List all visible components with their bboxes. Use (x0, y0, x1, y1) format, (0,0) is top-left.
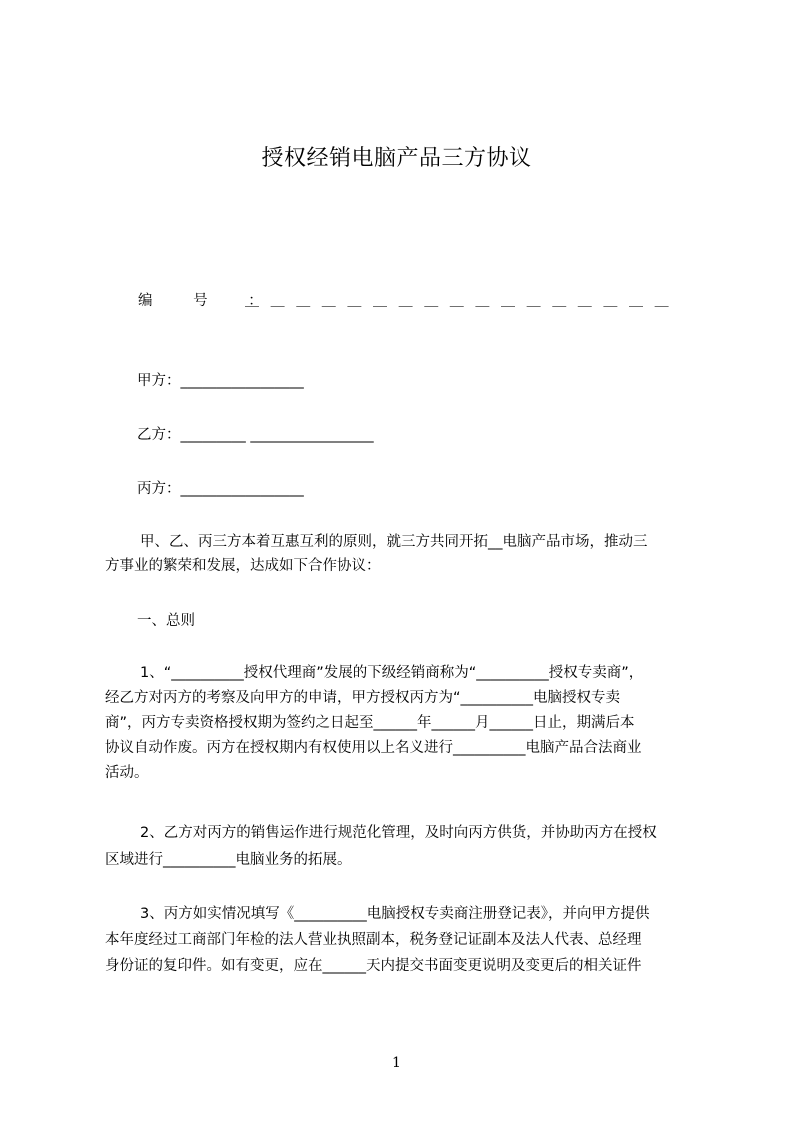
clause-line: 经乙方对丙方的考察及向甲方的申请，甲方授权丙方为“__________电脑授权专卖 (105, 690, 621, 706)
party-c-line: 丙方：_________________ (137, 481, 304, 497)
document-title: 授权经销电脑产品三方协议 (261, 146, 532, 171)
clause-line: 区域进行__________电脑业务的拓展。 (105, 852, 352, 868)
clause-line: 本年度经过工商部门年检的法人营业执照副本，税务登记证副本及法人代表、总经理 (105, 932, 642, 948)
clause-line: 1、“__________授权代理商”发展的下级经销商称为“__________授权专卖商”， (140, 665, 644, 681)
serial-number-line (138, 291, 681, 311)
clause-line: 活动。 (105, 765, 149, 781)
intro-line: 方事业的繁荣和发展，达成如下合作协议： (105, 558, 381, 574)
clause-3-paragraph (105, 904, 705, 982)
clause-1-paragraph (105, 663, 705, 788)
intro-line: 甲、乙、丙三方本着互惠互利的原则，就三方共同开拓__电脑产品市场，推动三 (140, 534, 648, 550)
section-1-heading: 一、总则 (137, 613, 195, 629)
party-b-line: 乙方：_________ _________________ (137, 427, 374, 443)
serial-number-label: 编 号 ： (138, 293, 281, 309)
clause-line: 2、乙方对丙方的销售运作进行规范化管理，及时向丙方供货，并协助丙方在授权 (140, 825, 657, 841)
clause-line: 商”，丙方专卖资格授权期为签约之日起至______年______月______日止，期满后本 (105, 715, 635, 731)
clause-line: 3、丙方如实情况填写《__________电脑授权专卖商注册登记表》，并向甲方提供 (140, 906, 650, 922)
clause-2-paragraph (105, 823, 705, 875)
clause-line: 身份证的复印件。如有变更，应在______天内提交书面变更说明及变更后的相关证件 (105, 958, 642, 974)
serial-number-blank: ＿＿＿＿＿＿＿＿＿＿＿＿＿＿＿＿＿ (245, 293, 681, 309)
page-number: 1 (392, 1055, 401, 1071)
party-a-line: 甲方：_________________ (137, 373, 304, 389)
clause-line: 协议自动作废。丙方在授权期内有权使用以上名义进行__________电脑产品合法商业 (105, 740, 642, 756)
intro-paragraph (105, 532, 705, 576)
